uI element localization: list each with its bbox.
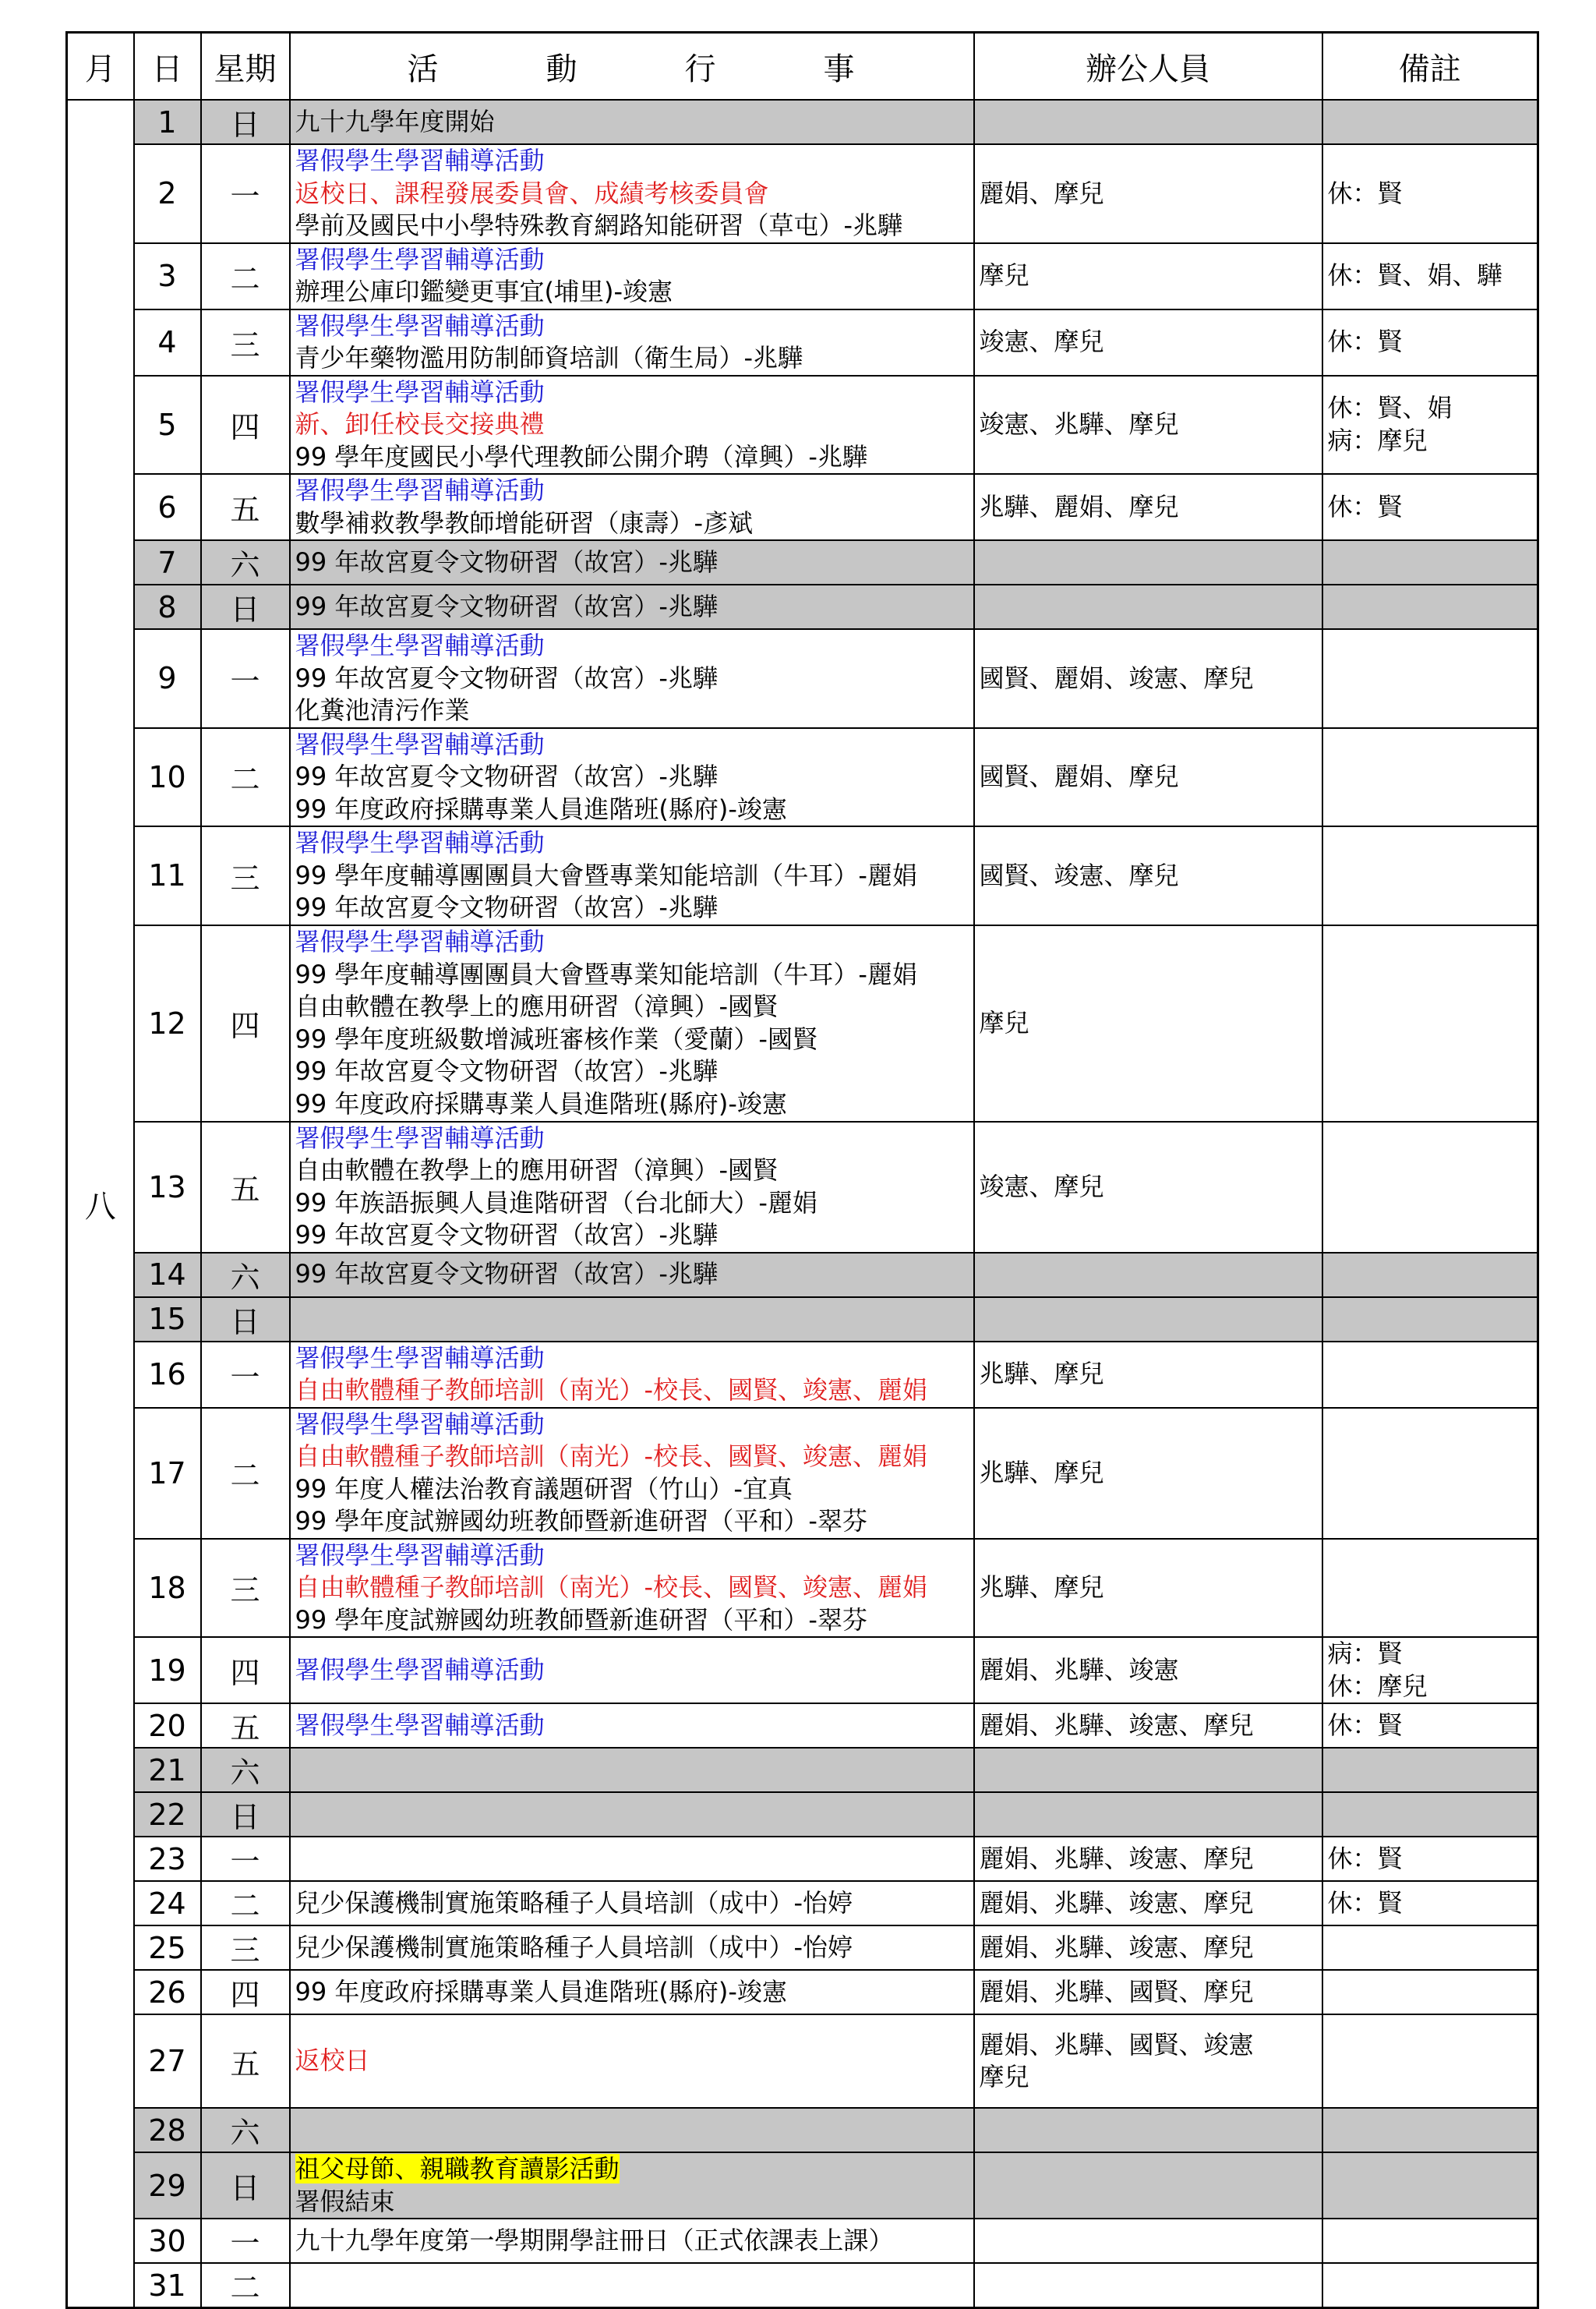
table-row (67, 1837, 1538, 1881)
activity-line: 新、卸任校長交接典禮 (295, 409, 545, 439)
day-cell: 25 (134, 1925, 201, 1970)
day-cell: 8 (134, 585, 201, 629)
staff-cell (974, 2108, 1322, 2152)
note-cell (1322, 2263, 1538, 2308)
activity-line: 自由軟體在教學上的應用研習（漳興）-國賢 (295, 1155, 779, 1185)
day-cell: 30 (134, 2219, 201, 2263)
weekday-cell: 一 (201, 2219, 290, 2263)
weekday-cell: 六 (201, 1748, 290, 1792)
note-cell (1322, 144, 1538, 243)
activity-line: 99 年族語振興人員進階研習（台北師大）-麗娟 (295, 1187, 817, 1218)
day-cell: 6 (134, 474, 201, 540)
table-row (67, 1970, 1538, 2014)
staff-cell (974, 144, 1322, 243)
activity-line: 署假學生學習輔導活動 (295, 927, 545, 956)
activity-line: 自由軟體種子教師培訓（南光）-校長、國賢、竣憲、麗娟 (295, 1375, 928, 1405)
activity-line: 署假學生學習輔導活動 (295, 1654, 545, 1685)
note-line: 休：賢 (1327, 491, 1403, 522)
note-cell (1322, 585, 1538, 629)
staff-line: 麗娟、兆驊、竣憲、摩兒 (979, 1887, 1254, 1918)
activity-line: 99 年度政府採購專業人員進階班(縣府)-竣憲 (295, 1088, 787, 1119)
table-row (67, 1342, 1538, 1408)
activity-line: 返校日 (295, 2046, 370, 2076)
header-day: 日 (134, 33, 201, 101)
activity-cell (290, 1970, 974, 2014)
header-weekday: 星期 (201, 33, 290, 101)
header-activity-char: 事 (823, 51, 856, 87)
day-cell: 9 (134, 629, 201, 728)
table-row (67, 728, 1538, 827)
note-cell (1322, 540, 1538, 585)
day-cell: 12 (134, 925, 201, 1122)
note-cell (1322, 243, 1538, 309)
day-cell: 28 (134, 2108, 201, 2152)
note-cell (1322, 2152, 1538, 2219)
staff-cell (974, 1342, 1322, 1408)
weekday-cell: 四 (201, 925, 290, 1122)
day-cell: 1 (134, 100, 201, 144)
header-month: 月 (67, 33, 134, 101)
activity-line: 99 學年度輔導團團員大會暨專業知能培訓（牛耳）-麗娟 (295, 959, 917, 989)
activity-cell (290, 474, 974, 540)
note-cell (1322, 1342, 1538, 1408)
table-row (67, 1297, 1538, 1342)
activity-cell (290, 540, 974, 585)
table-row (67, 243, 1538, 309)
weekday-cell: 一 (201, 629, 290, 728)
activity-cell (290, 1122, 974, 1253)
schedule-body (67, 100, 1538, 2308)
activity-line: 九十九學年度第一學期開學註冊日（正式依課表上課） (295, 2225, 894, 2255)
day-cell: 10 (134, 728, 201, 827)
note-cell (1322, 1539, 1538, 1638)
weekday-cell: 三 (201, 309, 290, 376)
activity-line: 署假學生學習輔導活動 (295, 1710, 545, 1740)
note-cell (1322, 1881, 1538, 1925)
activity-cell (290, 1342, 974, 1408)
day-cell: 3 (134, 243, 201, 309)
staff-line: 兆驊、麗娟、摩兒 (979, 491, 1179, 522)
activity-cell (290, 1539, 974, 1638)
note-cell (1322, 100, 1538, 144)
activity-line (295, 2153, 973, 2186)
activity-cell (290, 100, 974, 144)
activity-line: 99 學年度試辦國幼班教師暨新進研習（平和）-翠芬 (295, 1604, 867, 1635)
table-row (67, 925, 1538, 1122)
activity-line: 99 年度政府採購專業人員進階班(縣府)-竣憲 (295, 1976, 787, 2007)
staff-line: 麗娟、兆驊、竣憲 (979, 1654, 1179, 1685)
weekday-cell: 日 (201, 1792, 290, 1837)
header-staff: 辦公人員 (974, 33, 1322, 101)
activity-line: 署假學生學習輔導活動 (295, 476, 545, 505)
note-cell (1322, 2108, 1538, 2152)
note-line: 休：賢 (1327, 327, 1403, 357)
note-line: 休：賢 (1327, 1843, 1403, 1873)
staff-cell (974, 2219, 1322, 2263)
day-cell: 22 (134, 1792, 201, 1837)
note-line: 休：賢、娟 (1327, 393, 1453, 423)
staff-line: 麗娟、兆驊、竣憲、摩兒 (979, 1932, 1254, 1962)
activity-line: 99 年度政府採購專業人員進階班(縣府)-竣憲 (295, 794, 787, 824)
staff-cell (974, 1297, 1322, 1342)
note-cell (1322, 1970, 1538, 2014)
activity-cell (290, 1881, 974, 1925)
activity-line: 返校日、課程發展委員會、成績考核委員會 (295, 178, 769, 208)
note-line: 休：賢 (1327, 1887, 1403, 1918)
staff-cell (974, 2152, 1322, 2219)
weekday-cell: 六 (201, 2108, 290, 2152)
calendar-sheet (65, 31, 1537, 2309)
activity-line: 99 年故宮夏令文物研習（故宮）-兆驊 (295, 762, 718, 791)
weekday-cell: 二 (201, 2263, 290, 2308)
header-activity-char: 活 (407, 51, 440, 87)
weekday-cell: 二 (201, 1408, 290, 1539)
note-line: 病：摩兒 (1327, 425, 1428, 455)
staff-line: 摩兒 (979, 260, 1029, 291)
activity-cell (290, 2219, 974, 2263)
staff-line: 麗娟、摩兒 (979, 178, 1104, 208)
day-cell: 2 (134, 144, 201, 243)
staff-line: 麗娟、兆驊、竣憲、摩兒 (979, 1710, 1254, 1740)
table-row (67, 2263, 1538, 2308)
activity-cell (290, 629, 974, 728)
staff-cell (974, 1122, 1322, 1253)
day-cell: 17 (134, 1408, 201, 1539)
weekday-cell: 二 (201, 1881, 290, 1925)
day-cell: 14 (134, 1253, 201, 1297)
activity-line: 自由軟體種子教師培訓（南光）-校長、國賢、竣憲、麗娟 (295, 1572, 928, 1602)
staff-cell (974, 1792, 1322, 1837)
weekday-cell: 一 (201, 1837, 290, 1881)
activity-line: 99 年故宮夏令文物研習（故宮）-兆驊 (295, 1259, 718, 1289)
day-cell: 31 (134, 2263, 201, 2308)
header-activity-char: 動 (546, 51, 579, 87)
activity-line: 學前及國民中小學特殊教育網路知能研習（草屯）-兆驊 (295, 210, 903, 240)
weekday-cell: 五 (201, 1703, 290, 1748)
note-cell (1322, 1253, 1538, 1297)
note-cell (1322, 1837, 1538, 1881)
weekday-cell: 六 (201, 1253, 290, 1297)
table-row (67, 1792, 1538, 1837)
weekday-cell: 二 (201, 243, 290, 309)
table-row (67, 1408, 1538, 1539)
activity-line: 青少年藥物濫用防制師資培訓（衛生局）-兆驊 (295, 343, 803, 373)
table-row (67, 100, 1538, 144)
activity-line: 99 學年度試辦國幼班教師暨新進研習（平和）-翠芬 (295, 1506, 867, 1536)
day-cell: 13 (134, 1122, 201, 1253)
staff-cell (974, 2014, 1322, 2108)
staff-line: 兆驊、摩兒 (979, 1457, 1104, 1487)
table-row (67, 1253, 1538, 1297)
activity-line: 署假學生學習輔導活動 (295, 377, 545, 407)
note-cell (1322, 1297, 1538, 1342)
staff-line: 摩兒 (979, 1007, 1029, 1038)
staff-line: 國賢、竣憲、摩兒 (979, 860, 1179, 890)
staff-cell (974, 1637, 1322, 1703)
note-cell (1322, 1637, 1538, 1703)
note-cell (1322, 925, 1538, 1122)
table-row (67, 474, 1538, 540)
note-cell (1322, 728, 1538, 827)
day-cell: 26 (134, 1970, 201, 2014)
activity-line: 署假學生學習輔導活動 (295, 828, 545, 857)
staff-line: 兆驊、摩兒 (979, 1359, 1104, 1389)
day-cell: 19 (134, 1637, 201, 1703)
staff-cell (974, 826, 1322, 925)
activity-cell (290, 1253, 974, 1297)
note-cell (1322, 2014, 1538, 2108)
activity-line: 辦理公庫印鑑變更事宜(埔里)-竣憲 (295, 277, 673, 306)
activity-line: 兒少保護機制實施策略種子人員培訓（成中）-怡婷 (295, 1887, 853, 1918)
note-cell (1322, 1748, 1538, 1792)
table-row (67, 1703, 1538, 1748)
activity-line: 99 學年度國民小學代理教師公開介聘（漳興）-兆驊 (295, 441, 867, 472)
weekday-cell: 日 (201, 100, 290, 144)
activity-line: 署假學生學習輔導活動 (295, 1123, 545, 1153)
activity-line: 99 年故宮夏令文物研習（故宮）-兆驊 (295, 546, 718, 577)
staff-cell (974, 2263, 1322, 2308)
day-cell: 21 (134, 1748, 201, 1792)
activity-cell (290, 1925, 974, 1970)
weekday-cell: 二 (201, 728, 290, 827)
activity-cell (290, 728, 974, 827)
note-line: 休：摩兒 (1327, 1671, 1428, 1701)
header-row (67, 33, 1538, 101)
activity-cell (290, 1297, 974, 1342)
activity-cell (290, 2152, 974, 2219)
activity-cell (290, 1792, 974, 1837)
staff-cell (974, 1925, 1322, 1970)
day-cell: 18 (134, 1539, 201, 1638)
weekday-cell: 四 (201, 1637, 290, 1703)
activity-line: 99 年故宮夏令文物研習（故宮）-兆驊 (295, 663, 718, 693)
table-row (67, 629, 1538, 728)
staff-line: 竣憲、摩兒 (979, 1171, 1104, 1201)
staff-cell (974, 100, 1322, 144)
staff-cell (974, 1881, 1322, 1925)
note-cell (1322, 1792, 1538, 1837)
schedule-table (65, 31, 1539, 2309)
day-cell: 16 (134, 1342, 201, 1408)
activity-cell (290, 1408, 974, 1539)
activity-line: 99 年故宮夏令文物研習（故宮）-兆驊 (295, 591, 718, 621)
activity-line: 署假學生學習輔導活動 (295, 244, 545, 274)
staff-cell (974, 1539, 1322, 1638)
table-row (67, 1637, 1538, 1703)
staff-line: 麗娟、兆驊、竣憲、摩兒 (979, 1843, 1254, 1873)
staff-cell (974, 243, 1322, 309)
activity-line: 署假學生學習輔導活動 (295, 631, 545, 660)
table-row (67, 585, 1538, 629)
note-line: 休：賢、娟、驊 (1327, 260, 1502, 291)
table-row (67, 2219, 1538, 2263)
weekday-cell: 四 (201, 376, 290, 475)
day-cell: 7 (134, 540, 201, 585)
day-cell: 4 (134, 309, 201, 376)
table-row (67, 309, 1538, 376)
header-activity (290, 33, 974, 101)
staff-line: 竣憲、摩兒 (979, 327, 1104, 357)
staff-cell (974, 629, 1322, 728)
activity-line: 99 年故宮夏令文物研習（故宮）-兆驊 (295, 1220, 718, 1250)
table-row (67, 1925, 1538, 1970)
activity-cell (290, 925, 974, 1122)
activity-cell (290, 1837, 974, 1881)
activity-line: 署假學生學習輔導活動 (295, 1342, 545, 1373)
note-cell (1322, 309, 1538, 376)
day-cell: 5 (134, 376, 201, 475)
day-cell: 11 (134, 826, 201, 925)
staff-cell (974, 309, 1322, 376)
note-cell (1322, 2219, 1538, 2263)
note-line: 病：賢 (1327, 1639, 1403, 1668)
staff-line: 國賢、麗娟、摩兒 (979, 762, 1179, 791)
table-row (67, 826, 1538, 925)
activity-line: 署假學生學習輔導活動 (295, 1540, 545, 1570)
note-cell (1322, 1703, 1538, 1748)
note-line: 休：賢 (1327, 178, 1403, 208)
activity-cell (290, 585, 974, 629)
weekday-cell: 四 (201, 1970, 290, 2014)
table-row (67, 144, 1538, 243)
activity-line: 99 學年度班級數增減班審核作業（愛蘭）-國賢 (295, 1024, 817, 1054)
table-row (67, 1881, 1538, 1925)
day-cell: 15 (134, 1297, 201, 1342)
day-cell: 20 (134, 1703, 201, 1748)
activity-line: 兒少保護機制實施策略種子人員培訓（成中）-怡婷 (295, 1932, 853, 1962)
activity-line: 數學補救教學教師增能研習（康壽）-彥斌 (295, 507, 754, 538)
staff-cell (974, 925, 1322, 1122)
weekday-cell: 三 (201, 1925, 290, 1970)
staff-cell (974, 1970, 1322, 2014)
staff-cell (974, 474, 1322, 540)
activity-cell (290, 376, 974, 475)
note-cell (1322, 629, 1538, 728)
table-row (67, 2108, 1538, 2152)
activity-cell (290, 1748, 974, 1792)
activity-line: 自由軟體在教學上的應用研習（漳興）-國賢 (295, 992, 779, 1021)
staff-cell (974, 1703, 1322, 1748)
activity-line: 99 年故宮夏令文物研習（故宮）-兆驊 (295, 1056, 718, 1086)
note-cell (1322, 474, 1538, 540)
activity-line: 99 學年度輔導團團員大會暨專業知能培訓（牛耳）-麗娟 (295, 860, 917, 890)
activity-line: 署假學生學習輔導活動 (295, 146, 545, 175)
note-cell (1322, 826, 1538, 925)
table-row (67, 376, 1538, 475)
weekday-cell: 五 (201, 474, 290, 540)
activity-line: 化糞池清污作業 (295, 695, 470, 725)
day-cell: 23 (134, 1837, 201, 1881)
weekday-cell: 日 (201, 585, 290, 629)
header-activity-char: 行 (684, 51, 718, 87)
activity-line: 署假學生學習輔導活動 (295, 1409, 545, 1439)
weekday-cell: 五 (201, 1122, 290, 1253)
note-cell (1322, 376, 1538, 475)
note-cell (1322, 1122, 1538, 1253)
weekday-cell: 日 (201, 1297, 290, 1342)
staff-line: 兆驊、摩兒 (979, 1572, 1104, 1602)
weekday-cell: 一 (201, 144, 290, 243)
header-note: 備註 (1322, 33, 1538, 101)
weekday-cell: 日 (201, 2152, 290, 2219)
activity-cell (290, 1703, 974, 1748)
activity-line: 署假學生學習輔導活動 (295, 729, 545, 759)
staff-cell (974, 1837, 1322, 1881)
activity-cell (290, 826, 974, 925)
note-cell (1322, 1408, 1538, 1539)
weekday-cell: 三 (201, 826, 290, 925)
activity-cell (290, 309, 974, 376)
weekday-cell: 一 (201, 1342, 290, 1408)
day-cell: 29 (134, 2152, 201, 2219)
day-cell: 27 (134, 2014, 201, 2108)
weekday-cell: 六 (201, 540, 290, 585)
staff-cell (974, 1408, 1322, 1539)
staff-line: 麗娟、兆驊、國賢、摩兒 (979, 1976, 1254, 2007)
table-row (67, 1122, 1538, 1253)
weekday-cell: 五 (201, 2014, 290, 2108)
staff-cell (974, 728, 1322, 827)
staff-cell (974, 540, 1322, 585)
day-cell: 24 (134, 1881, 201, 1925)
activity-line: 99 年故宮夏令文物研習（故宮）-兆驊 (295, 893, 718, 922)
activity-line: 九十九學年度開始 (295, 106, 495, 136)
table-row (67, 2152, 1538, 2219)
activity-line: 自由軟體種子教師培訓（南光）-校長、國賢、竣憲、麗娟 (295, 1441, 928, 1471)
activity-line: 99 年度人權法治教育議題研習（竹山）-宜真 (295, 1473, 793, 1504)
staff-line: 國賢、麗娟、竣憲、摩兒 (979, 663, 1254, 693)
table-row (67, 540, 1538, 585)
table-row (67, 1748, 1538, 1792)
activity-cell (290, 144, 974, 243)
staff-cell (974, 376, 1322, 475)
staff-cell (974, 585, 1322, 629)
activity-cell (290, 2108, 974, 2152)
note-line: 休：賢 (1327, 1710, 1403, 1740)
month-cell: 八 (67, 100, 134, 2308)
staff-line: 摩兒 (979, 2062, 1029, 2092)
note-cell (1322, 1925, 1538, 1970)
table-row (67, 2014, 1538, 2108)
activity-cell (290, 1637, 974, 1703)
table-row (67, 1539, 1538, 1638)
activity-cell (290, 2263, 974, 2308)
weekday-cell: 三 (201, 1539, 290, 1638)
activity-cell (290, 2014, 974, 2108)
staff-line: 麗娟、兆驊、國賢、竣憲 (979, 2029, 1254, 2060)
activity-cell (290, 243, 974, 309)
staff-cell (974, 1748, 1322, 1792)
staff-line: 竣憲、兆驊、摩兒 (979, 409, 1179, 439)
highlighted-activity: 祖父母節、親職教育讀影活動 (295, 2154, 620, 2183)
activity-line: 署假學生學習輔導活動 (295, 310, 545, 341)
staff-cell (974, 1253, 1322, 1297)
activity-line: 署假結束 (295, 2186, 395, 2216)
